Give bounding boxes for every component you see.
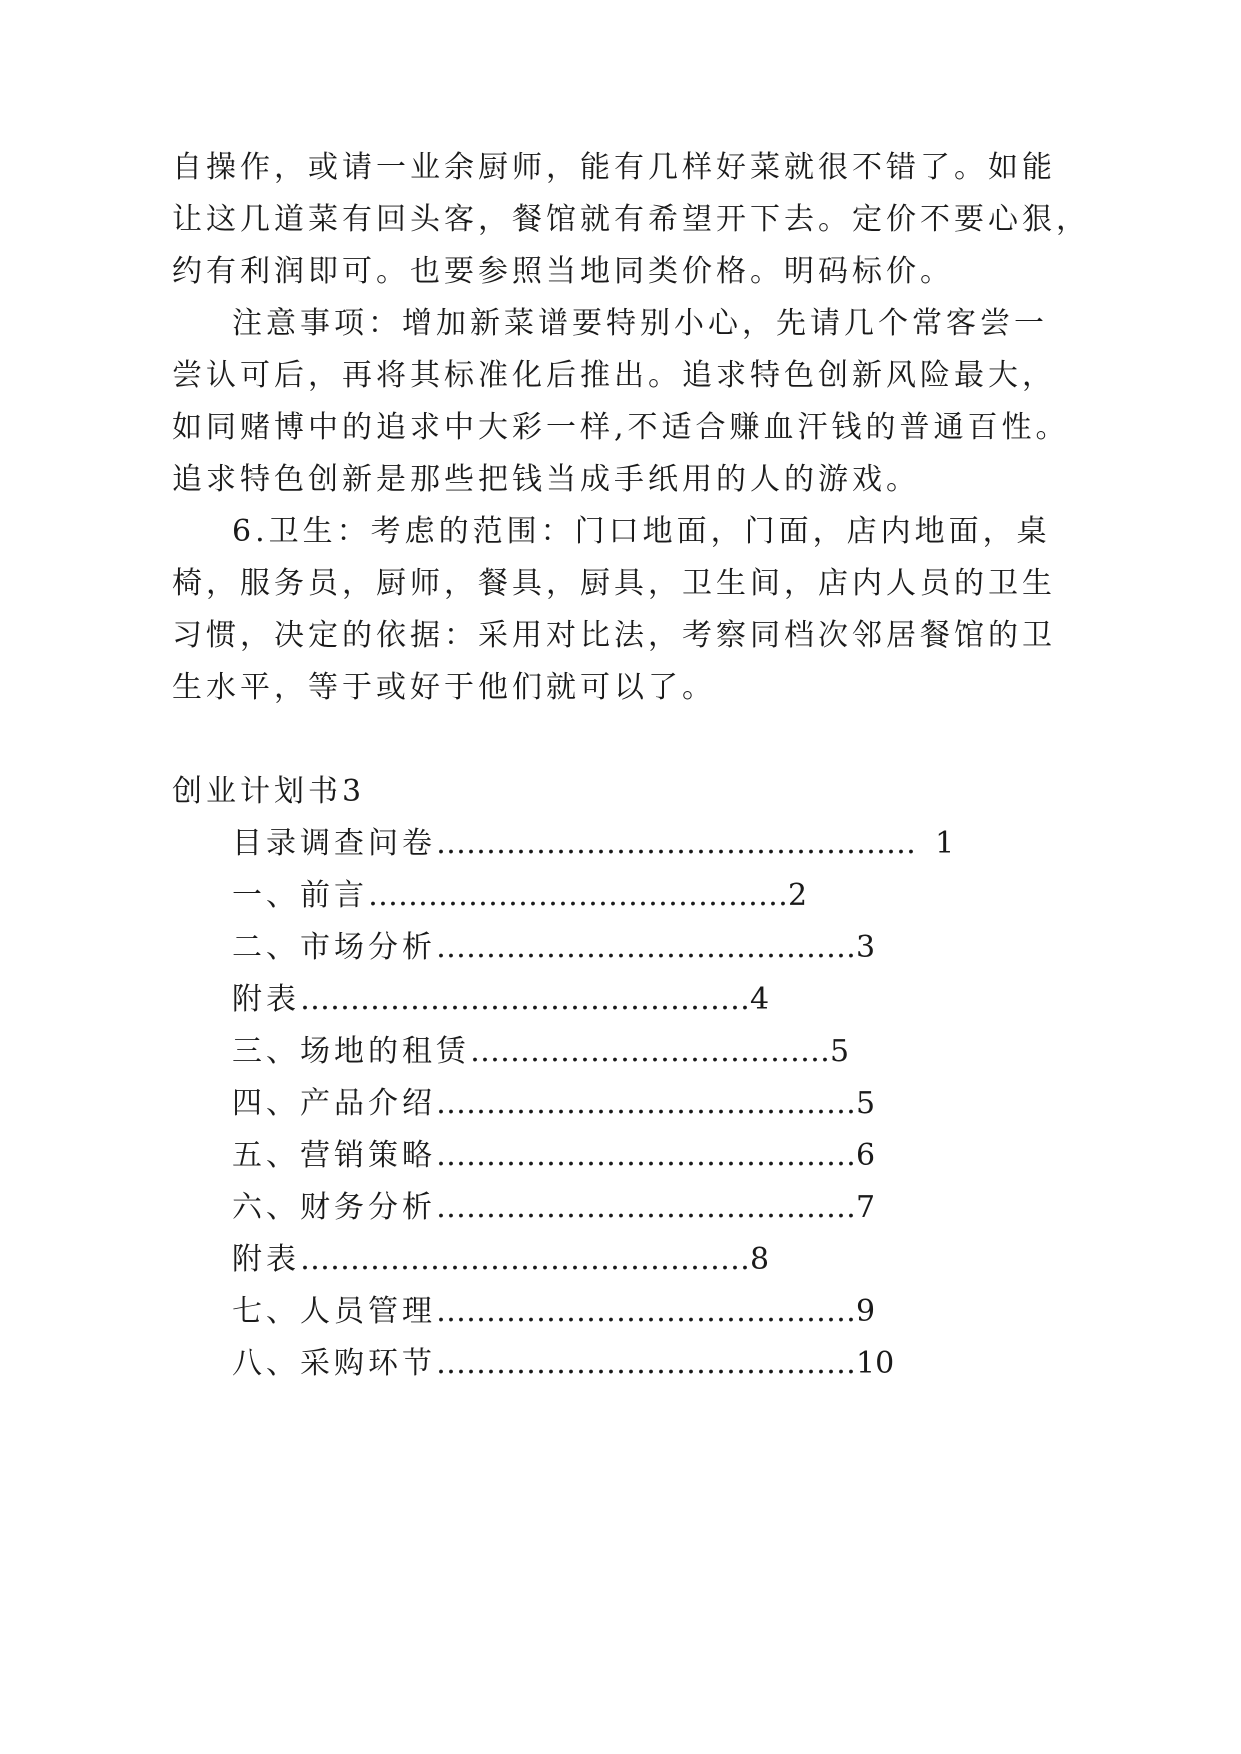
body-line-7: 追求特色创新是那些把钱当成手纸用的人的游戏。 bbox=[172, 462, 920, 497]
toc-page-number: 6 bbox=[856, 1138, 876, 1173]
body-line-3: 约有利润即可。也要参照当地同类价格。明码标价。 bbox=[172, 254, 954, 289]
toc-item bbox=[232, 1240, 769, 1280]
toc-label: 五、营销策略 bbox=[232, 1138, 436, 1173]
body-line-1: 自操作，或请一业余厨师，能有几样好菜就很不错了。如能 bbox=[172, 150, 1056, 185]
toc-page-number: 10 bbox=[856, 1346, 895, 1381]
toc-dots: …………………………………… bbox=[436, 1294, 856, 1329]
toc-dots: ……………………………………… bbox=[300, 982, 750, 1017]
toc-dots: …………………………………… bbox=[436, 1346, 856, 1381]
toc-dots: ………………………………………… bbox=[436, 826, 916, 861]
toc-page-number: 2 bbox=[788, 878, 808, 913]
toc-label: 三、场地的租赁 bbox=[232, 1034, 470, 1069]
toc-page-number: 1 bbox=[916, 826, 955, 861]
toc-page-number: 5 bbox=[830, 1034, 850, 1069]
toc-item bbox=[232, 824, 954, 864]
toc-label: 八、采购环节 bbox=[232, 1346, 436, 1381]
toc-dots: …………………………………… bbox=[436, 1138, 856, 1173]
toc-item bbox=[232, 928, 875, 968]
toc-page-number: 9 bbox=[856, 1294, 876, 1329]
toc-item bbox=[232, 876, 807, 916]
body-line-8: 6.卫生：考虑的范围：门口地面，门面，店内地面，桌 bbox=[232, 514, 1051, 549]
body-line-5: 尝认可后，再将其标准化后推出。追求特色创新风险最大， bbox=[172, 358, 1056, 393]
toc-dots: ……………………………… bbox=[470, 1034, 830, 1069]
toc-item bbox=[232, 1188, 875, 1228]
section-title: 创业计划书3 bbox=[172, 774, 366, 809]
body-line-11: 生水平，等于或好于他们就可以了。 bbox=[172, 670, 716, 705]
toc-page-number: 4 bbox=[750, 982, 770, 1017]
toc-item bbox=[232, 980, 769, 1020]
toc-label: 附表 bbox=[232, 982, 300, 1017]
toc-label: 目录调查问卷 bbox=[232, 826, 436, 861]
toc-item bbox=[232, 1084, 875, 1124]
toc-item bbox=[232, 1292, 875, 1332]
toc-label: 一、前言 bbox=[232, 878, 368, 913]
toc-item bbox=[232, 1136, 875, 1176]
toc-label: 四、产品介绍 bbox=[232, 1086, 436, 1121]
body-line-10: 习惯，决定的依据：采用对比法，考察同档次邻居餐馆的卫 bbox=[172, 618, 1056, 653]
toc-page-number: 7 bbox=[856, 1190, 876, 1225]
body-line-6: 如同赌博中的追求中大彩一样,不适合赚血汗钱的普通百性。 bbox=[172, 410, 1070, 445]
toc-label: 六、财务分析 bbox=[232, 1190, 436, 1225]
toc-dots: ……………………………………… bbox=[300, 1242, 750, 1277]
body-line-4: 注意事项：增加新菜谱要特别小心，先请几个常客尝一 bbox=[232, 306, 1048, 341]
toc-dots: …………………………………… bbox=[436, 930, 856, 965]
toc-item bbox=[232, 1032, 849, 1072]
toc-label: 七、人员管理 bbox=[232, 1294, 436, 1329]
toc-label: 附表 bbox=[232, 1242, 300, 1277]
toc-page-number: 5 bbox=[856, 1086, 876, 1121]
toc-item bbox=[232, 1344, 894, 1384]
toc-dots: …………………………………… bbox=[436, 1190, 856, 1225]
toc-page-number: 8 bbox=[750, 1242, 770, 1277]
toc-page-number: 3 bbox=[856, 930, 876, 965]
toc-dots: …………………………………… bbox=[436, 1086, 856, 1121]
toc-label: 二、市场分析 bbox=[232, 930, 436, 965]
body-line-2: 让这几道菜有回头客，餐馆就有希望开下去。定价不要心狠， bbox=[172, 202, 1090, 237]
body-line-9: 椅，服务员，厨师，餐具，厨具，卫生间，店内人员的卫生 bbox=[172, 566, 1056, 601]
toc-dots: …………………………………… bbox=[368, 878, 788, 913]
